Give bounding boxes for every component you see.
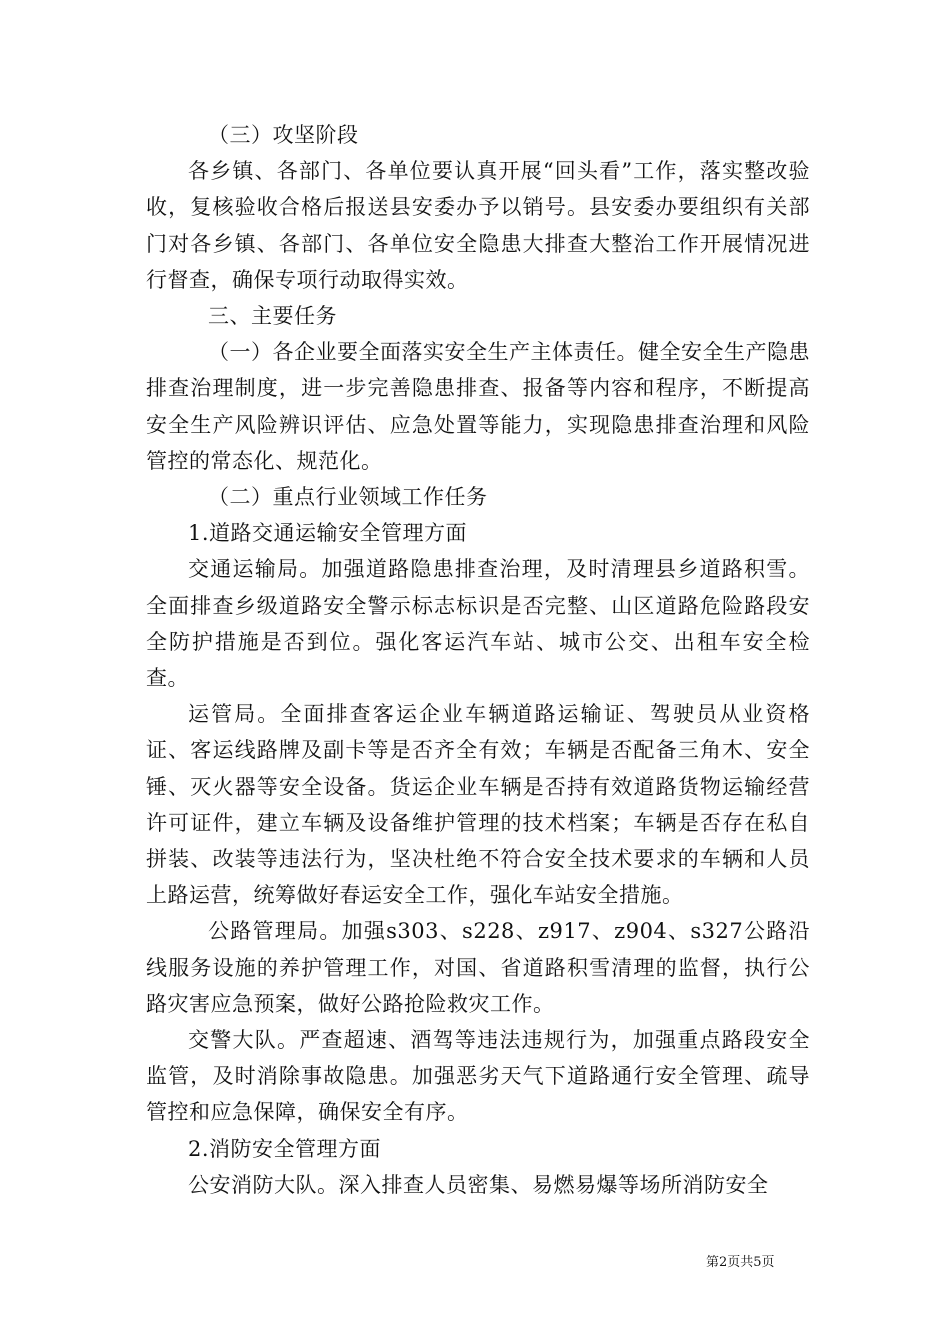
page-number-footer: 第2页共5页 [706, 1255, 775, 1270]
section-heading-key-industries: （二）重点行业领域工作任务 [208, 485, 488, 510]
section-heading-attack-stage: （三）攻坚阶段 [208, 123, 359, 147]
paragraph-review-stage: 各乡镇、各部门、各单位要认真开展“回头看”工作，落实整改验收，复核验收合格后报送县安委办予以销号。县安委办要组织有关部门对各乡镇、各部门、各单位安全隐患大排查大整治工作开展情况进行督查，确保专项行动取得实效。 [146, 159, 810, 292]
section-heading-fire-safety: 2.消防安全管理方面 [188, 1136, 382, 1161]
section-heading-main-tasks: 三、主要任务 [208, 304, 337, 329]
section-heading-road-traffic: 1.道路交通运输安全管理方面 [188, 521, 468, 546]
paragraph-transport-management: 运管局。全面排查客运企业车辆道路运输证、驾驶员从业资格证、客运线路牌及副卡等是否齐全有效；车辆是否配备三角木、安全锤、灭火器等安全设备。货运企业车辆是否持有效道路货物运输经营许可证件，建立车辆及设备维护管理的技术档案；车辆是否存在私自拼装、改装等违法行为，坚决杜绝不符合安全技术要求的车辆和人员上路运营，统筹做好春运安全工作，强化车站安全措施。 [146, 702, 810, 908]
paragraph-traffic-police: 交警大队。严查超速、酒驾等违法违规行为，加强重点路段安全监管，及时消除事故隐患。加强恶劣天气下道路通行安全管理、疏导管控和应急保障，确保安全有序。 [146, 1028, 810, 1125]
paragraph-fire-brigade: 公安消防大队。深入排查人员密集、易燃易爆等场所消防安全 [188, 1172, 769, 1197]
paragraph-highway-bureau: 公路管理局。加强s303、s228、z917、z904、s327公路沿线服务设施的养护管理工作，对国、省道路积雪清理的监督，执行公路灾害应急预案，做好公路抢险救灾工作。 [146, 919, 810, 1016]
document-body [146, 117, 810, 1203]
paragraph-enterprise-responsibility: （一）各企业要全面落实安全生产主体责任。健全安全生产隐患排查治理制度，进一步完善隐患排查、报备等内容和程序，不断提高安全生产风险辨识评估、应急处置等能力，实现隐患排查治理和风险管控的常态化、规范化。 [146, 340, 810, 473]
paragraph-transport-bureau: 交通运输局。加强道路隐患排查治理，及时清理县乡道路积雪。全面排查乡级道路安全警示标志标识是否完整、山区道路危险路段安全防护措施是否到位。强化客运汽车站、城市公交、出租车安全检查。 [146, 557, 810, 691]
